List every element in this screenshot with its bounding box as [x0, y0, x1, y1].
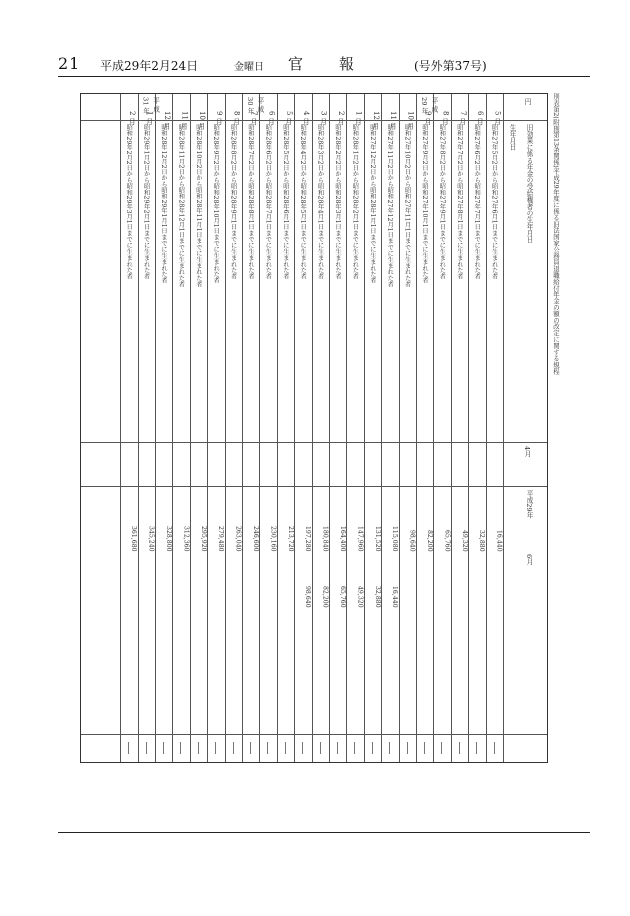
column-rule: [190, 94, 191, 762]
row-amount: 197,280: [304, 526, 312, 552]
row-month: 2 月: [128, 111, 137, 125]
table-row: [451, 94, 468, 762]
header-period: 生年月日: [508, 124, 516, 151]
row-month: 11 月: [180, 111, 189, 130]
column-rule: [277, 94, 278, 762]
row-birth-range: 昭和28年6月2日から昭和28年7月1日までに生まれた者: [264, 124, 272, 280]
row-month: 6 月: [476, 111, 485, 125]
table-row: [259, 94, 276, 762]
row-amount-secondary: [225, 546, 242, 608]
table-row: [346, 94, 363, 762]
column-rule: [381, 94, 382, 762]
row-dash: [302, 742, 304, 754]
header-birth-date: 旧効果に係る年金の受給権者の生年月日: [525, 124, 533, 243]
row-amount-secondary: 49,320: [356, 586, 364, 608]
row-dash: [424, 742, 426, 754]
row-amount-secondary: [259, 546, 276, 608]
row-amount: 295,920: [199, 526, 207, 552]
row-dash: [180, 742, 182, 754]
row-amount-secondary: [207, 546, 224, 608]
row-amount: 312,360: [182, 526, 190, 552]
column-rule: [503, 94, 504, 762]
column-rule: [346, 94, 347, 762]
row-birth-range: 昭和27年8月2日から昭和27年9月1日までに生まれた者: [438, 124, 446, 280]
row-month: 1 月: [354, 111, 363, 125]
row-birth-range: 昭和27年10月2日から昭和27年11月1日までに生まれた者: [403, 124, 411, 288]
row-amount-secondary: [138, 546, 155, 608]
side-note: 別表第2(附則第13条関係)平成29年度に係る旧法国家公務員退職給付年金の額の改定に関する規程: [552, 93, 560, 375]
row-dash: [215, 742, 217, 754]
table-row: [433, 94, 450, 762]
column-rule: [120, 94, 121, 762]
issue-number: (号外第37号): [414, 59, 487, 73]
pension-table: [80, 93, 548, 763]
row-amount: 180,840: [321, 526, 329, 552]
row-amount: 263,040: [234, 526, 242, 552]
row-dash: [285, 742, 287, 754]
row-dash: [372, 742, 374, 754]
row-amount-secondary: [486, 546, 503, 608]
row-month: 11 月: [389, 111, 398, 130]
row-amount: 345,240: [147, 526, 155, 552]
row-amount: 98,640: [408, 530, 416, 552]
row-month: 8 月: [232, 111, 241, 125]
table-row: [207, 94, 224, 762]
table-row: [364, 94, 381, 762]
row-month: 1 月: [145, 111, 154, 125]
row-amount: 147,960: [356, 526, 364, 552]
table-row: [468, 94, 485, 762]
footer-rule: [58, 832, 590, 833]
row-birth-range: 昭和27年6月2日から昭和27年7月1日までに生まれた者: [473, 124, 481, 280]
row-month: 12 月: [371, 111, 380, 130]
row-dash: [337, 742, 339, 754]
row-amount-secondary: [399, 546, 416, 608]
row-birth-range: 昭和28年1月2日から昭和28年2月1日までに生まれた者: [351, 124, 359, 280]
row-birth-range: 昭和28年8月2日から昭和28年9月1日までに生まれた者: [229, 124, 237, 280]
row-amount-secondary: 16,440: [391, 586, 399, 608]
row-birth-range: 昭和28年9月2日から昭和28年10月1日までに生まれた者: [212, 124, 220, 284]
row-month: 10 月: [406, 111, 415, 130]
row-birth-range: 昭和28年7月2日から昭和28年8月1日までに生まれた者: [247, 124, 254, 280]
row-era: 平 成 31 年: [141, 97, 160, 115]
row-dash: [198, 742, 200, 754]
row-amount-secondary: 98,640: [304, 586, 312, 608]
row-amount-secondary: [468, 546, 485, 608]
column-rule: [225, 94, 226, 762]
row-dash: [233, 742, 235, 754]
column-rule: [155, 94, 156, 762]
row-month: 9 月: [215, 111, 224, 125]
row-amount-secondary: [155, 546, 172, 608]
row-birth-range: 昭和27年5月2日から昭和27年6月1日までに生まれた者: [490, 124, 498, 280]
table-row: [155, 94, 172, 762]
publication-title: 官報: [288, 55, 391, 73]
row-amount: 49,320: [460, 530, 468, 552]
table-row: [294, 94, 311, 762]
row-dash: [250, 742, 252, 754]
row-amount-secondary: [120, 546, 137, 608]
header-effective-year: 平成29年: [525, 490, 533, 519]
row-dash: [407, 742, 409, 754]
column-rule: [312, 94, 313, 762]
row-birth-range: 昭和28年12月2日から昭和29年1月1日までに生まれた者: [160, 124, 167, 284]
row-amount: 279,480: [217, 526, 225, 552]
column-rule: [207, 94, 208, 762]
row-month: 9 月: [424, 111, 432, 125]
table-row: [172, 94, 189, 762]
row-amount: 328,800: [165, 526, 172, 552]
row-amount: 131,520: [373, 526, 381, 552]
column-rule: [172, 94, 173, 762]
page-header: [58, 56, 630, 76]
row-amount: 230,160: [269, 526, 277, 552]
row-birth-range: 昭和28年5月2日から昭和28年6月1日までに生まれた者: [281, 124, 289, 280]
row-amount-secondary: [190, 546, 207, 608]
column-rule: [329, 94, 330, 762]
row-amount-secondary: 65,760: [339, 586, 346, 608]
row-dash: [146, 742, 148, 754]
row-dash: [476, 742, 478, 754]
table-row: [225, 94, 242, 762]
row-birth-range: 昭和27年12月2日から昭和28年1月1日までに生まれた者: [368, 124, 376, 284]
table-row: [312, 94, 329, 762]
row-birth-range: 昭和27年7月2日から昭和27年8月1日までに生まれた者: [455, 124, 463, 280]
row-birth-range: 昭和28年11月2日から昭和28年12月1日までに生まれた者: [177, 124, 185, 288]
table-row: [381, 94, 398, 762]
row-month: 2 月: [337, 111, 345, 125]
row-amount: 16,440: [495, 530, 503, 552]
row-era: 平 成 29 年: [420, 97, 438, 115]
row-dash: [128, 742, 130, 754]
column-rule: [433, 94, 434, 762]
row-month: 6 月: [267, 111, 276, 125]
row-amount: 213,720: [286, 526, 294, 552]
table-row: [190, 94, 207, 762]
row-amount-secondary: [416, 546, 433, 608]
column-rule: [399, 94, 400, 762]
row-birth-range: 昭和28年2月2日から昭和28年3月1日までに生まれた者: [334, 124, 341, 280]
column-rule: [451, 94, 452, 762]
row-month: 8 月: [441, 111, 450, 125]
column-rule: [138, 94, 139, 762]
header-unit-cell: 円: [523, 98, 531, 105]
row-dash: [441, 742, 443, 754]
issue-weekday: 金曜日: [234, 62, 264, 73]
row-amount-secondary: [451, 546, 468, 608]
row-month: 7 月: [250, 111, 258, 125]
header-month: 4月: [523, 446, 531, 457]
row-amount: 164,400: [339, 526, 346, 552]
row-amount: 361,680: [130, 526, 138, 552]
row-dash: [267, 742, 269, 754]
table-row: [416, 94, 433, 762]
row-birth-range: 昭和29年1月2日から昭和29年2月1日までに生まれた者: [142, 124, 150, 280]
row-birth-range: 昭和29年2月2日から昭和29年3月1日までに生まれた者: [125, 124, 133, 280]
column-rule: [468, 94, 469, 762]
row-amount: 65,760: [443, 530, 451, 552]
column-rule: [294, 94, 295, 762]
page-number: 21: [58, 54, 81, 73]
issue-date: 平成29年2月24日: [100, 59, 199, 73]
column-rule: [259, 94, 260, 762]
row-month: 10 月: [197, 111, 206, 130]
row-month: 3 月: [319, 111, 328, 125]
table-row: [138, 94, 155, 762]
row-month: 5 月: [284, 111, 293, 125]
row-month: 12 月: [163, 111, 171, 130]
row-dash: [389, 742, 391, 754]
column-rule: [364, 94, 365, 762]
row-birth-range: 昭和28年4月2日から昭和28年5月1日までに生まれた者: [299, 124, 307, 280]
row-dash: [354, 742, 356, 754]
table-row: [399, 94, 416, 762]
row-birth-range: 昭和27年11月2日から昭和27年12月1日までに生まれた者: [386, 124, 394, 288]
row-amount: 115,080: [391, 526, 399, 552]
column-rule: [486, 94, 487, 762]
row-month: 5 月: [493, 111, 502, 125]
row-amount: 82,200: [426, 530, 433, 552]
row-era: 平 成 30 年: [246, 97, 264, 115]
row-dash: [494, 742, 496, 754]
header-month2: 6月: [525, 554, 533, 565]
row-amount-secondary: [277, 546, 294, 608]
row-amount: 246,600: [252, 526, 259, 552]
row-amount-secondary: [433, 546, 450, 608]
row-month: 4 月: [302, 111, 311, 125]
table-row: [329, 94, 346, 762]
row-amount-secondary: 32,880: [373, 586, 381, 608]
row-dash: [320, 742, 322, 754]
table-row: [486, 94, 503, 762]
row-dash: [163, 742, 165, 754]
column-rule: [242, 94, 243, 762]
row-birth-range: 昭和28年3月2日から昭和28年4月1日までに生まれた者: [316, 124, 324, 280]
row-month: 7 月: [458, 111, 467, 125]
row-amount-secondary: 82,200: [321, 586, 329, 608]
table-row: [277, 94, 294, 762]
column-rule: [416, 94, 417, 762]
row-amount-secondary: [172, 546, 189, 608]
row-amount-secondary: [242, 546, 259, 608]
table-row: [242, 94, 259, 762]
table-row: [120, 94, 137, 762]
row-birth-range: 昭和27年9月2日から昭和27年10月1日までに生まれた者: [421, 124, 428, 284]
row-amount: 32,880: [478, 530, 486, 552]
row-birth-range: 昭和28年10月2日から昭和28年11月1日までに生まれた者: [194, 124, 202, 288]
header-rule: [58, 76, 590, 77]
row-dash: [459, 742, 461, 754]
